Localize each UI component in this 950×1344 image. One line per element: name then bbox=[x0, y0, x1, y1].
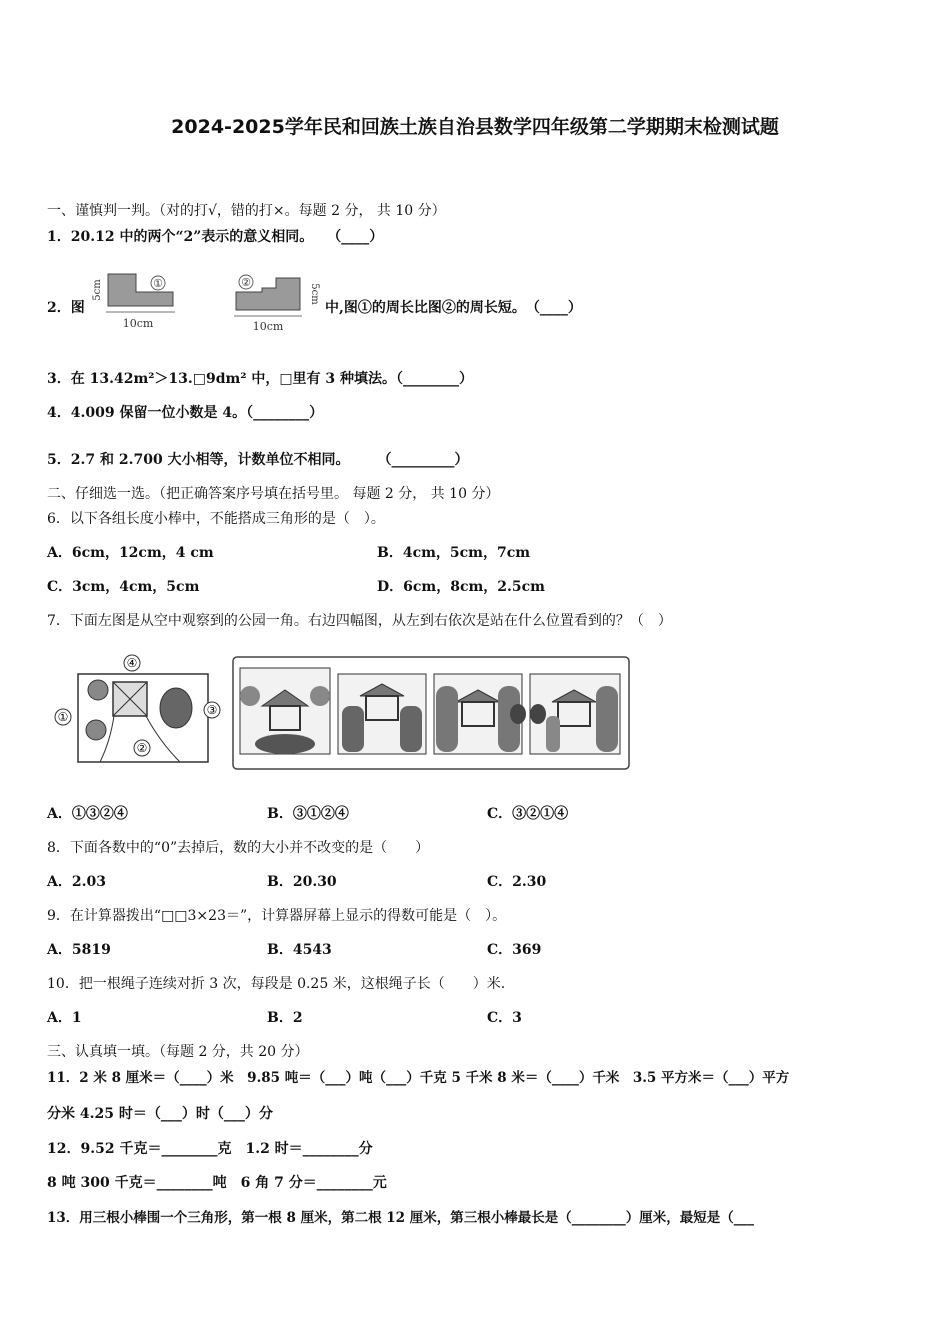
figure-shape-2 bbox=[226, 264, 326, 336]
question-3: 3．在 13.42m²＞13.□9dm² 中，□里有 3 种填法。（________） bbox=[47, 371, 474, 387]
map-label-2: ② bbox=[136, 741, 148, 755]
q6-option-a: A．6cm，12cm，4 cm bbox=[47, 545, 214, 561]
question-11-line2: 分米 4.25 时＝（___）时（___）分 bbox=[47, 1106, 273, 1122]
question-2-suffix: 中,图①的周长比图②的周长短。 （____） bbox=[325, 300, 582, 316]
question-1: 1．20.12 中的两个“2”表示的意义相同。 （____） bbox=[47, 229, 384, 245]
figure-1-label: ① bbox=[153, 277, 163, 290]
q9-option-a: A．5819 bbox=[47, 942, 111, 958]
question-12-line2: 8 吨 300 千克＝________吨 6 角 7 分＝________元 bbox=[47, 1175, 387, 1191]
question-5: 5．2.7 和 2.700 大小相等，计数单位不相同。 （_________） bbox=[47, 452, 469, 468]
figure-2-bottom: 10cm bbox=[252, 320, 284, 333]
q9-option-b: B．4543 bbox=[267, 942, 332, 958]
section3-heading: 三、认真填一填。（每题 2 分，共 20 分） bbox=[47, 1044, 309, 1060]
q10-option-c: C．3 bbox=[487, 1010, 522, 1026]
figure-2-side: 5cm bbox=[309, 283, 320, 305]
q6-option-c: C．3cm，4cm，5cm bbox=[47, 579, 200, 595]
question-6: 6．以下各组长度小棒中，不能搭成三角形的是（ ）。 bbox=[47, 511, 385, 527]
question-7: 7．下面左图是从空中观察到的公园一角。右边四幅图，从左到右依次是站在什么位置看到的？（ ） bbox=[47, 613, 672, 629]
view-panel-4 bbox=[530, 674, 620, 754]
q9-option-c: C．369 bbox=[487, 942, 542, 958]
q8-option-a: A．2.03 bbox=[47, 874, 106, 890]
view-panel-3 bbox=[434, 674, 526, 754]
question-11-line1: 11．2 米 8 厘米＝（____）米 9.85 吨＝（___）吨（___）千克 5 千米 8 米＝（____）千米 3.5 平方米＝（___）平方 bbox=[47, 1070, 790, 1086]
question-10: 10．把一根绳子连续对折 3 次，每段是 0.25 米，这根绳子长（ ）米. bbox=[47, 976, 506, 992]
question-12-line1: 12．9.52 千克＝________克 1.2 时＝________分 bbox=[47, 1141, 373, 1157]
q6-option-b: B．4cm，5cm，7cm bbox=[377, 545, 531, 561]
q6-option-d: D．6cm，8cm，2.5cm bbox=[377, 579, 545, 595]
q7-option-b: B．③①②④ bbox=[267, 806, 349, 822]
question-8: 8．下面各数中的“0”去掉后，数的大小并不改变的是（ ） bbox=[47, 840, 430, 856]
q10-option-b: B．2 bbox=[267, 1010, 303, 1026]
map-label-1: ① bbox=[57, 710, 69, 724]
question-2-prefix: 2．图 bbox=[47, 300, 85, 316]
section1-heading: 一、谨慎判一判。（对的打√，错的打×。每题 2 分， 共 10 分） bbox=[47, 203, 446, 219]
park-map-figure bbox=[50, 652, 230, 770]
figure-1-side: 5cm bbox=[92, 279, 103, 301]
map-label-3: ③ bbox=[206, 703, 218, 717]
question-13: 13．用三根小棒围一个三角形，第一根 8 厘米，第二根 12 厘米，第三根小棒最长是（________）厘米，最短是（___ bbox=[47, 1210, 755, 1226]
tree-icon bbox=[86, 720, 106, 740]
tree-icon bbox=[88, 680, 108, 700]
figure-2-label: ② bbox=[241, 276, 251, 289]
q7-option-c: C．③②①④ bbox=[487, 806, 569, 822]
question-9: 9．在计算器拨出“□□3×23＝”，计算器屏幕上显示的得数可能是（ ）。 bbox=[47, 908, 507, 924]
view-panel-2 bbox=[338, 674, 426, 754]
view-panel-1 bbox=[240, 668, 330, 754]
pond-icon bbox=[160, 688, 192, 728]
q8-option-c: C．2.30 bbox=[487, 874, 547, 890]
q10-option-a: A．1 bbox=[47, 1010, 82, 1026]
q7-option-a: A．①③②④ bbox=[47, 806, 128, 822]
map-label-4: ④ bbox=[126, 656, 138, 670]
page-title: 2024-2025学年民和回族土族自治县数学四年级第二学期期末检测试题 bbox=[171, 116, 779, 138]
figure-1-bottom: 10cm bbox=[122, 317, 154, 330]
question-4: 4．4.009 保留一位小数是 4。（________） bbox=[47, 405, 324, 421]
q8-option-b: B．20.30 bbox=[267, 874, 337, 890]
figure-shape-1 bbox=[88, 264, 188, 336]
section2-heading: 二、仔细选一选。（把正确答案序号填在括号里。 每题 2 分， 共 10 分） bbox=[47, 486, 500, 502]
park-views-figure bbox=[232, 656, 632, 772]
